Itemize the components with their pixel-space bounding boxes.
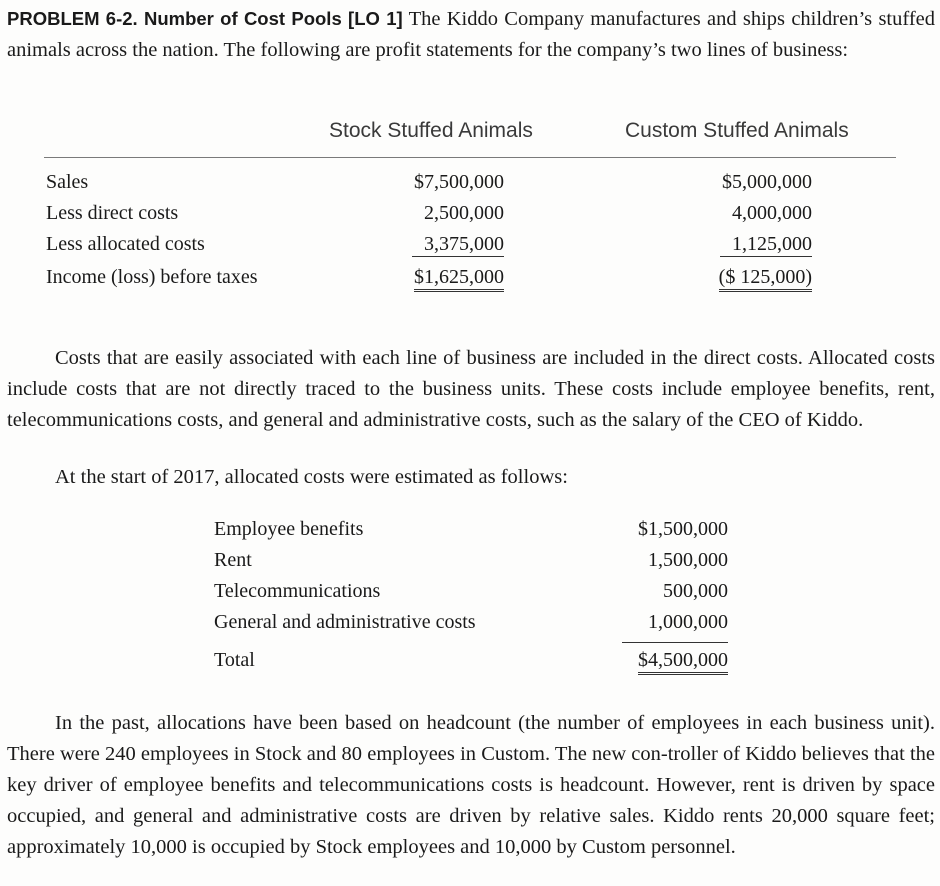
- row-label-direct-costs: Less direct costs: [46, 202, 179, 224]
- alloc-label-general-admin: General and administrative costs: [214, 611, 476, 633]
- alloc-value-employee-benefits: $1,500,000: [638, 518, 728, 540]
- stock-income-value: $1,625,000: [414, 266, 504, 292]
- custom-allocated-costs-value: 1,125,000: [720, 233, 812, 257]
- body-paragraph-3: [7, 462, 935, 493]
- row-label-sales: Sales: [46, 171, 89, 193]
- stock-allocated-costs-value: 3,375,000: [412, 233, 504, 257]
- problem-heading: PROBLEM 6-2. Number of Cost Pools [LO 1]: [7, 8, 403, 29]
- row-label-income: Income (loss) before taxes: [46, 266, 258, 288]
- paragraph-4-text: In the past, allocations have been based on headcount (the number of employees in each business unit). There were 240 employees in Stock and 80 employees in Custom. The new con-troller of Kiddo believes that the key driver of employee benefits and telecommunications costs is headcount. However, rent is driven by space occupied, and general and administrative costs are driven by relative sales. Kiddo rents 20,000 square feet; approximately 10,000 is occupied by Stock employees and 10,000 by Custom personnel.: [7, 712, 935, 858]
- alloc-label-total: Total: [214, 649, 255, 671]
- custom-sales-value: $5,000,000: [722, 171, 812, 193]
- body-paragraph-2: [7, 343, 935, 436]
- alloc-label-rent: Rent: [214, 549, 252, 571]
- custom-direct-costs-value: 4,000,000: [732, 202, 812, 224]
- alloc-label-telecommunications: Telecommunications: [214, 580, 381, 602]
- intro-paragraph: [7, 3, 935, 66]
- stock-direct-costs-value: 2,500,000: [424, 202, 504, 224]
- paragraph-2-text: Costs that are easily associated with each line of business are included in the direct costs. Allocated costs include costs that are not directly traced to the business units. These costs include employee benefits, rent, telecommunications costs, and general and administrative costs, such as the salary of the CEO of Kiddo.: [7, 347, 935, 431]
- problem-intro: The Kiddo Company manufactures and ships children’s stuffed animals across the nation. The following are profit statements for the company’s two lines of business:: [7, 8, 935, 61]
- column-header-custom: Custom Stuffed Animals: [625, 119, 849, 142]
- alloc-value-total: $4,500,000: [638, 649, 728, 675]
- custom-income-value: ($ 125,000): [719, 266, 812, 292]
- table-header-rule: [44, 157, 896, 158]
- stock-sales-value: $7,500,000: [414, 171, 504, 193]
- alloc-value-rent: 1,500,000: [648, 549, 728, 571]
- alloc-value-telecommunications: 500,000: [663, 580, 728, 602]
- alloc-label-employee-benefits: Employee benefits: [214, 518, 364, 540]
- row-label-allocated-costs: Less allocated costs: [46, 233, 205, 255]
- alloc-subtotal-rule: [622, 642, 728, 643]
- column-header-stock: Stock Stuffed Animals: [329, 119, 533, 142]
- alloc-value-general-admin: 1,000,000: [648, 611, 728, 633]
- paragraph-3-text: At the start of 2017, allocated costs were estimated as follows:: [55, 466, 568, 488]
- body-paragraph-4: [7, 708, 935, 863]
